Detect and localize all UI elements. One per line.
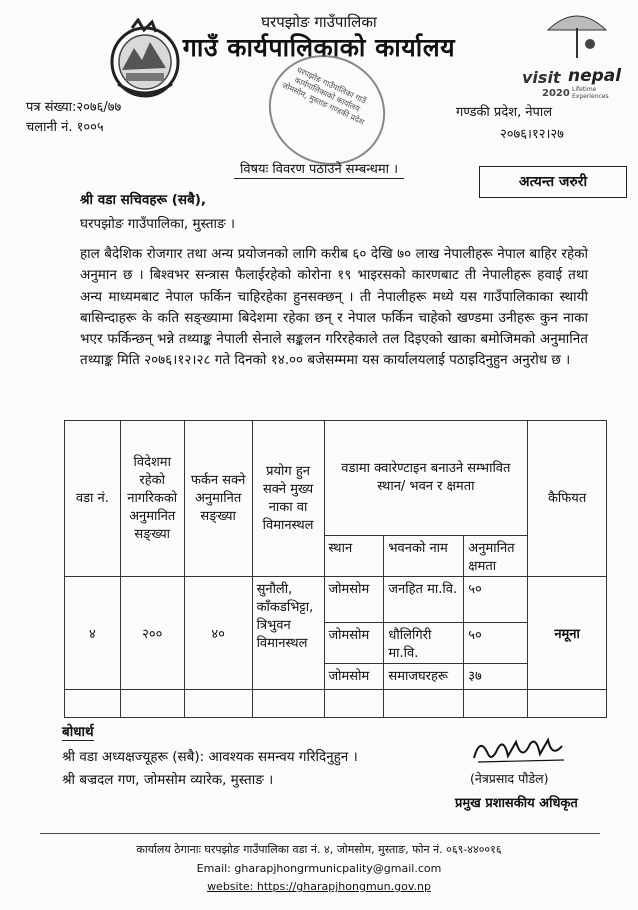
header-quarantine: वडामा क्वारेण्टाइन बनाउने सम्भावित स्थान/ भवन र क्षमता (324, 421, 528, 536)
cell-place: जोमसोम (324, 664, 384, 690)
header-remarks: कैफियत (528, 421, 607, 577)
office-title: गाउँ कार्यपालिकाको कार्यालय (182, 33, 456, 62)
table-row (65, 577, 607, 623)
urgency-badge: अत्यन्त जरुरी (479, 166, 627, 198)
addressee-line-1: श्री वडा सचिवहरू (सबै), (80, 192, 207, 208)
header-returnable: फर्कन सक्ने अनुमानित सङ्ख्या (184, 421, 252, 577)
stamp-text: घरपझोङ गाउँपालिका गाउँ कार्यपालिकाको कार्यालय जोमसोम, मुस्ताङ गण्डकी प्रदेश (280, 65, 368, 127)
cell-building: समाजघरहरू (384, 664, 464, 690)
data-table (64, 420, 607, 718)
visit-nepal-logo (520, 8, 632, 104)
letter-date: २०७६।१२।२७ (500, 127, 564, 142)
header-place: स्थान (324, 536, 384, 577)
header-building: भवनको नाम (384, 536, 464, 577)
table-row-empty (65, 690, 607, 718)
logo-nepal-text: nepal (568, 66, 622, 86)
header-entry-points: प्रयोग हुन सक्ने मुख्य नाका वा विमानस्थल (252, 421, 324, 577)
municipality-name: घरपझोङ गाउँपालिका (261, 13, 377, 31)
cell-building: धौलिगिरी मा.वि. (384, 623, 464, 664)
signature-icon (470, 732, 570, 768)
logo-year-text: 2020 (542, 88, 570, 99)
header-ward-no: वडा नं. (65, 421, 121, 577)
cell-citizens-abroad: २०० (120, 577, 184, 690)
cell-capacity: ३७ (464, 664, 528, 690)
province-name: गण्डकी प्रदेश, नेपाल (456, 105, 553, 120)
cell-remarks: नमूना (528, 577, 607, 690)
reference-number: पत्र संख्या:२०७६/७७ (26, 100, 122, 115)
cc-line-1: श्री वडा अध्यक्षज्यूहरू (सबै): आवश्यक समन्वय गरिदिनुहुन । (62, 749, 358, 765)
cell-building: जनहित मा.वि. (384, 577, 464, 623)
footer-address: कार्यालय ठेगानाः घरपझोङ गाउँपालिका वडा नं. ४, जोमसोम, मुस्ताङ, फोन नं. ०६९-४४००१६ (136, 843, 502, 856)
logo-visit-text: visit (522, 68, 561, 87)
office-stamp (268, 56, 386, 164)
logo-tagline: Lifetime Experiences (572, 86, 609, 100)
footer-website-link[interactable]: website: https://gharapjhongmun.gov.np (207, 880, 431, 893)
umbrella-icon (542, 8, 612, 60)
cell-ward-no: ४ (65, 577, 121, 690)
footer-divider (40, 833, 600, 834)
signer-title: प्रमुख प्रशासकीय अधिकृत (455, 796, 578, 811)
cell-place: जोमसोम (324, 623, 384, 664)
subject-line: विषयः विवरण पठाउने सम्बन्धमा । (234, 159, 404, 179)
footer-email: Email: gharapjhongrmunicpality@gmail.com (196, 862, 442, 875)
cell-entry-points: सुनौली, काँकडभिट्टा, त्रिभुवन विमानस्थल (252, 577, 324, 690)
cell-place: जोमसोम (324, 577, 384, 623)
cell-returnable: ४० (184, 577, 252, 690)
signer-name: (नेत्रप्रसाद पौडेल) (470, 771, 549, 786)
addressee-line-2: घरपझोङ गाउँपालिका, मुस्ताङ । (80, 216, 236, 232)
cell-capacity: ५० (464, 623, 528, 664)
cc-line-2: श्री बज्रदल गण, जोमसोम व्यारेक, मुस्ताङ । (62, 772, 274, 788)
cc-heading: बोधार्थ (62, 724, 94, 740)
cell-capacity: ५० (464, 577, 528, 623)
body-paragraph: हाल बैदेशिक रोजगार तथा अन्य प्रयोजनको लागि करीब ६० देखि ७० लाख नेपालीहरू नेपाल बाहिर रहेको अनुमान छ । बिश्वभर सन्त्रास फैलाईरहेको कोरोना १९ भाइरसको कारणबाट ती नेपालीहरू हवाई तथा अन्य माध्यमबाट नेपाल फर्किन चाहिरहेका हुनसक्छन् । ती नेपालीहरू मध्ये यस गाउँपालिकाका स्थायी बासिन्दाहरू के कति सङ्ख्यामा बिदेशमा रहेका छन् र नेपाल फर्किन चाहेको खण्डमा उनीहरू कुन नाका भएर फर्किन्छन् भन्ने तथ्याङ्क नेपाली सेनाले सङ्कलन गरिरहेकाले तल दिइएको खाका बमोजिमको अनुमानित तथ्याङ्क मिति २०७६।१२।२८ गते दिनको १४.०० बजेसम्ममा यस कार्यालयलाई पठाइदिनुहुन अनुरोध छ । (80, 246, 588, 369)
dispatch-number: चलानी नं. १००५ (26, 120, 104, 135)
header-capacity: अनुमानित क्षमता (464, 536, 528, 577)
header-citizens-abroad: विदेशमा रहेको नागरिकको अनुमानित सङ्ख्या (120, 421, 184, 577)
